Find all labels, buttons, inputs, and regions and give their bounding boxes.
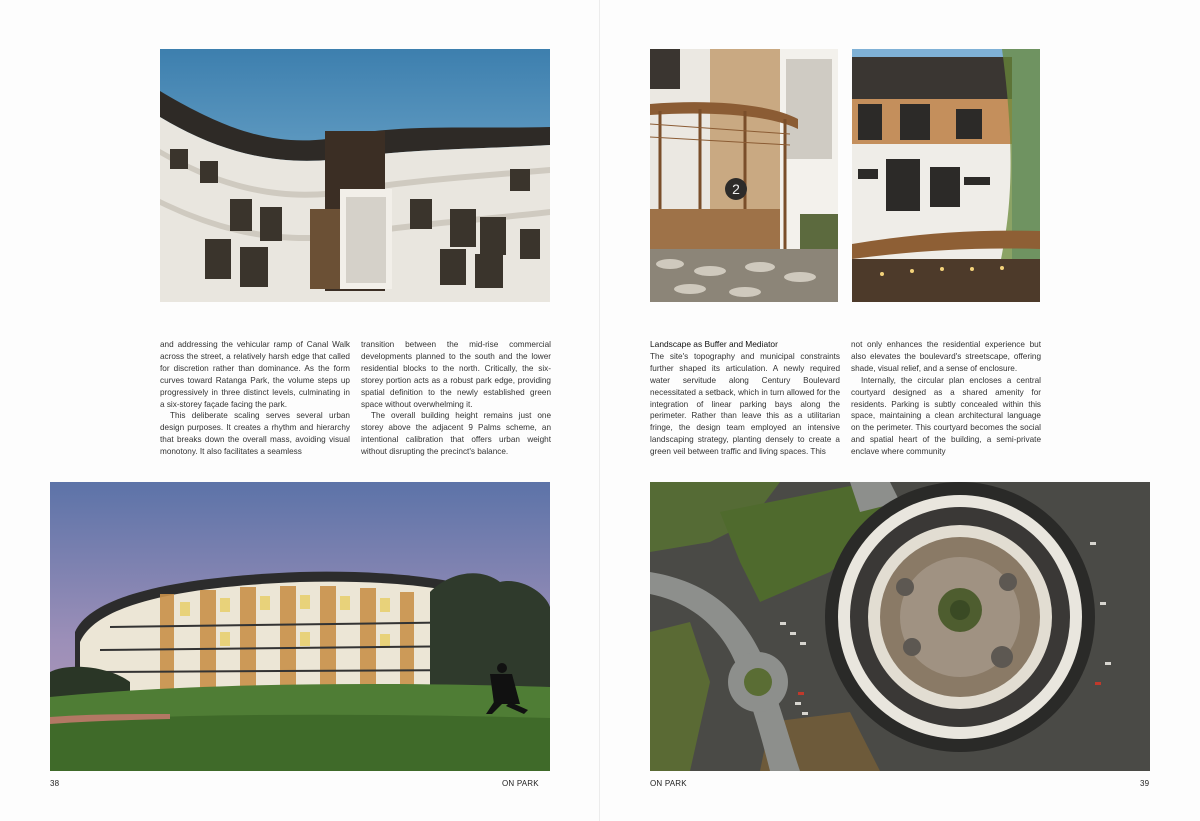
photo-building-dusk-lawn xyxy=(50,482,550,771)
photo-facade-balconies xyxy=(852,49,1040,302)
paragraph: and addressing the vehicular ramp of Canal Walk across the street, a relatively harsh edge that called for discretion rather than dominance. As the form curves toward Ratanga Park, the volume steps up progressively in three distinct levels, culminating in a six-storey façade facing the park. xyxy=(160,340,350,409)
right-page xyxy=(600,0,1200,821)
paragraph: Internally, the circular plan encloses a central courtyard designed as a shared amenity for residents. Parking is subtly concealed within this space, maintaining a clean architectural language on the perimeter. This courtyard becomes the social and spatial heart of the building, a semi-private enclave where community xyxy=(851,375,1041,457)
paragraph: The overall building height remains just one storey above the adjacent 9 Palms scheme, an intentional calibration that offers urban weight without disrupting the precinct's balance. xyxy=(361,411,551,457)
page-number: 38 xyxy=(50,779,60,788)
right-text-column-1 xyxy=(650,339,840,458)
running-title: ON PARK xyxy=(650,779,687,788)
paragraph: The site's topography and municipal constraints further shaped its articulation. A newly required water servitude along Century Boulevard necessitated a setback, which in turn allowed for the integration of linear parking bays along the perimeter. Rather than leave this as a utilitarian fringe, the design team employed an intensive landscaping strategy, planting densely to create a green veil between traffic and living spaces. This xyxy=(650,351,840,457)
left-text-column-2 xyxy=(361,339,551,458)
running-title: ON PARK xyxy=(502,779,539,788)
right-text-column-2 xyxy=(851,339,1041,458)
paragraph: not only enhances the residential experience but also elevates the boulevard's streetscape, offering shade, visual relief, and a sense of enclosure. xyxy=(851,340,1041,373)
section-heading: Landscape as Buffer and Mediator xyxy=(650,339,778,349)
photo-pergola-entrance xyxy=(650,49,838,302)
building-number-sign: 2 xyxy=(732,181,740,197)
paragraph: This deliberate scaling serves several urban design purposes. It creates a rhythm and hierarchy that breaks down the overall mass, avoiding visual monotony. It also facilitates a seamless xyxy=(160,411,350,457)
photo-facade-upward xyxy=(160,49,550,302)
paragraph: transition between the mid-rise commercial developments planned to the south and the lower residential blocks to the north. Critically, the six-storey portion acts as a robust park edge, providing spatial definition to the newly established green space without overwhelming it. xyxy=(361,340,551,409)
photo-aerial-circular-building xyxy=(650,482,1150,771)
page-number: 39 xyxy=(1140,779,1150,788)
left-text-column-1 xyxy=(160,339,350,458)
